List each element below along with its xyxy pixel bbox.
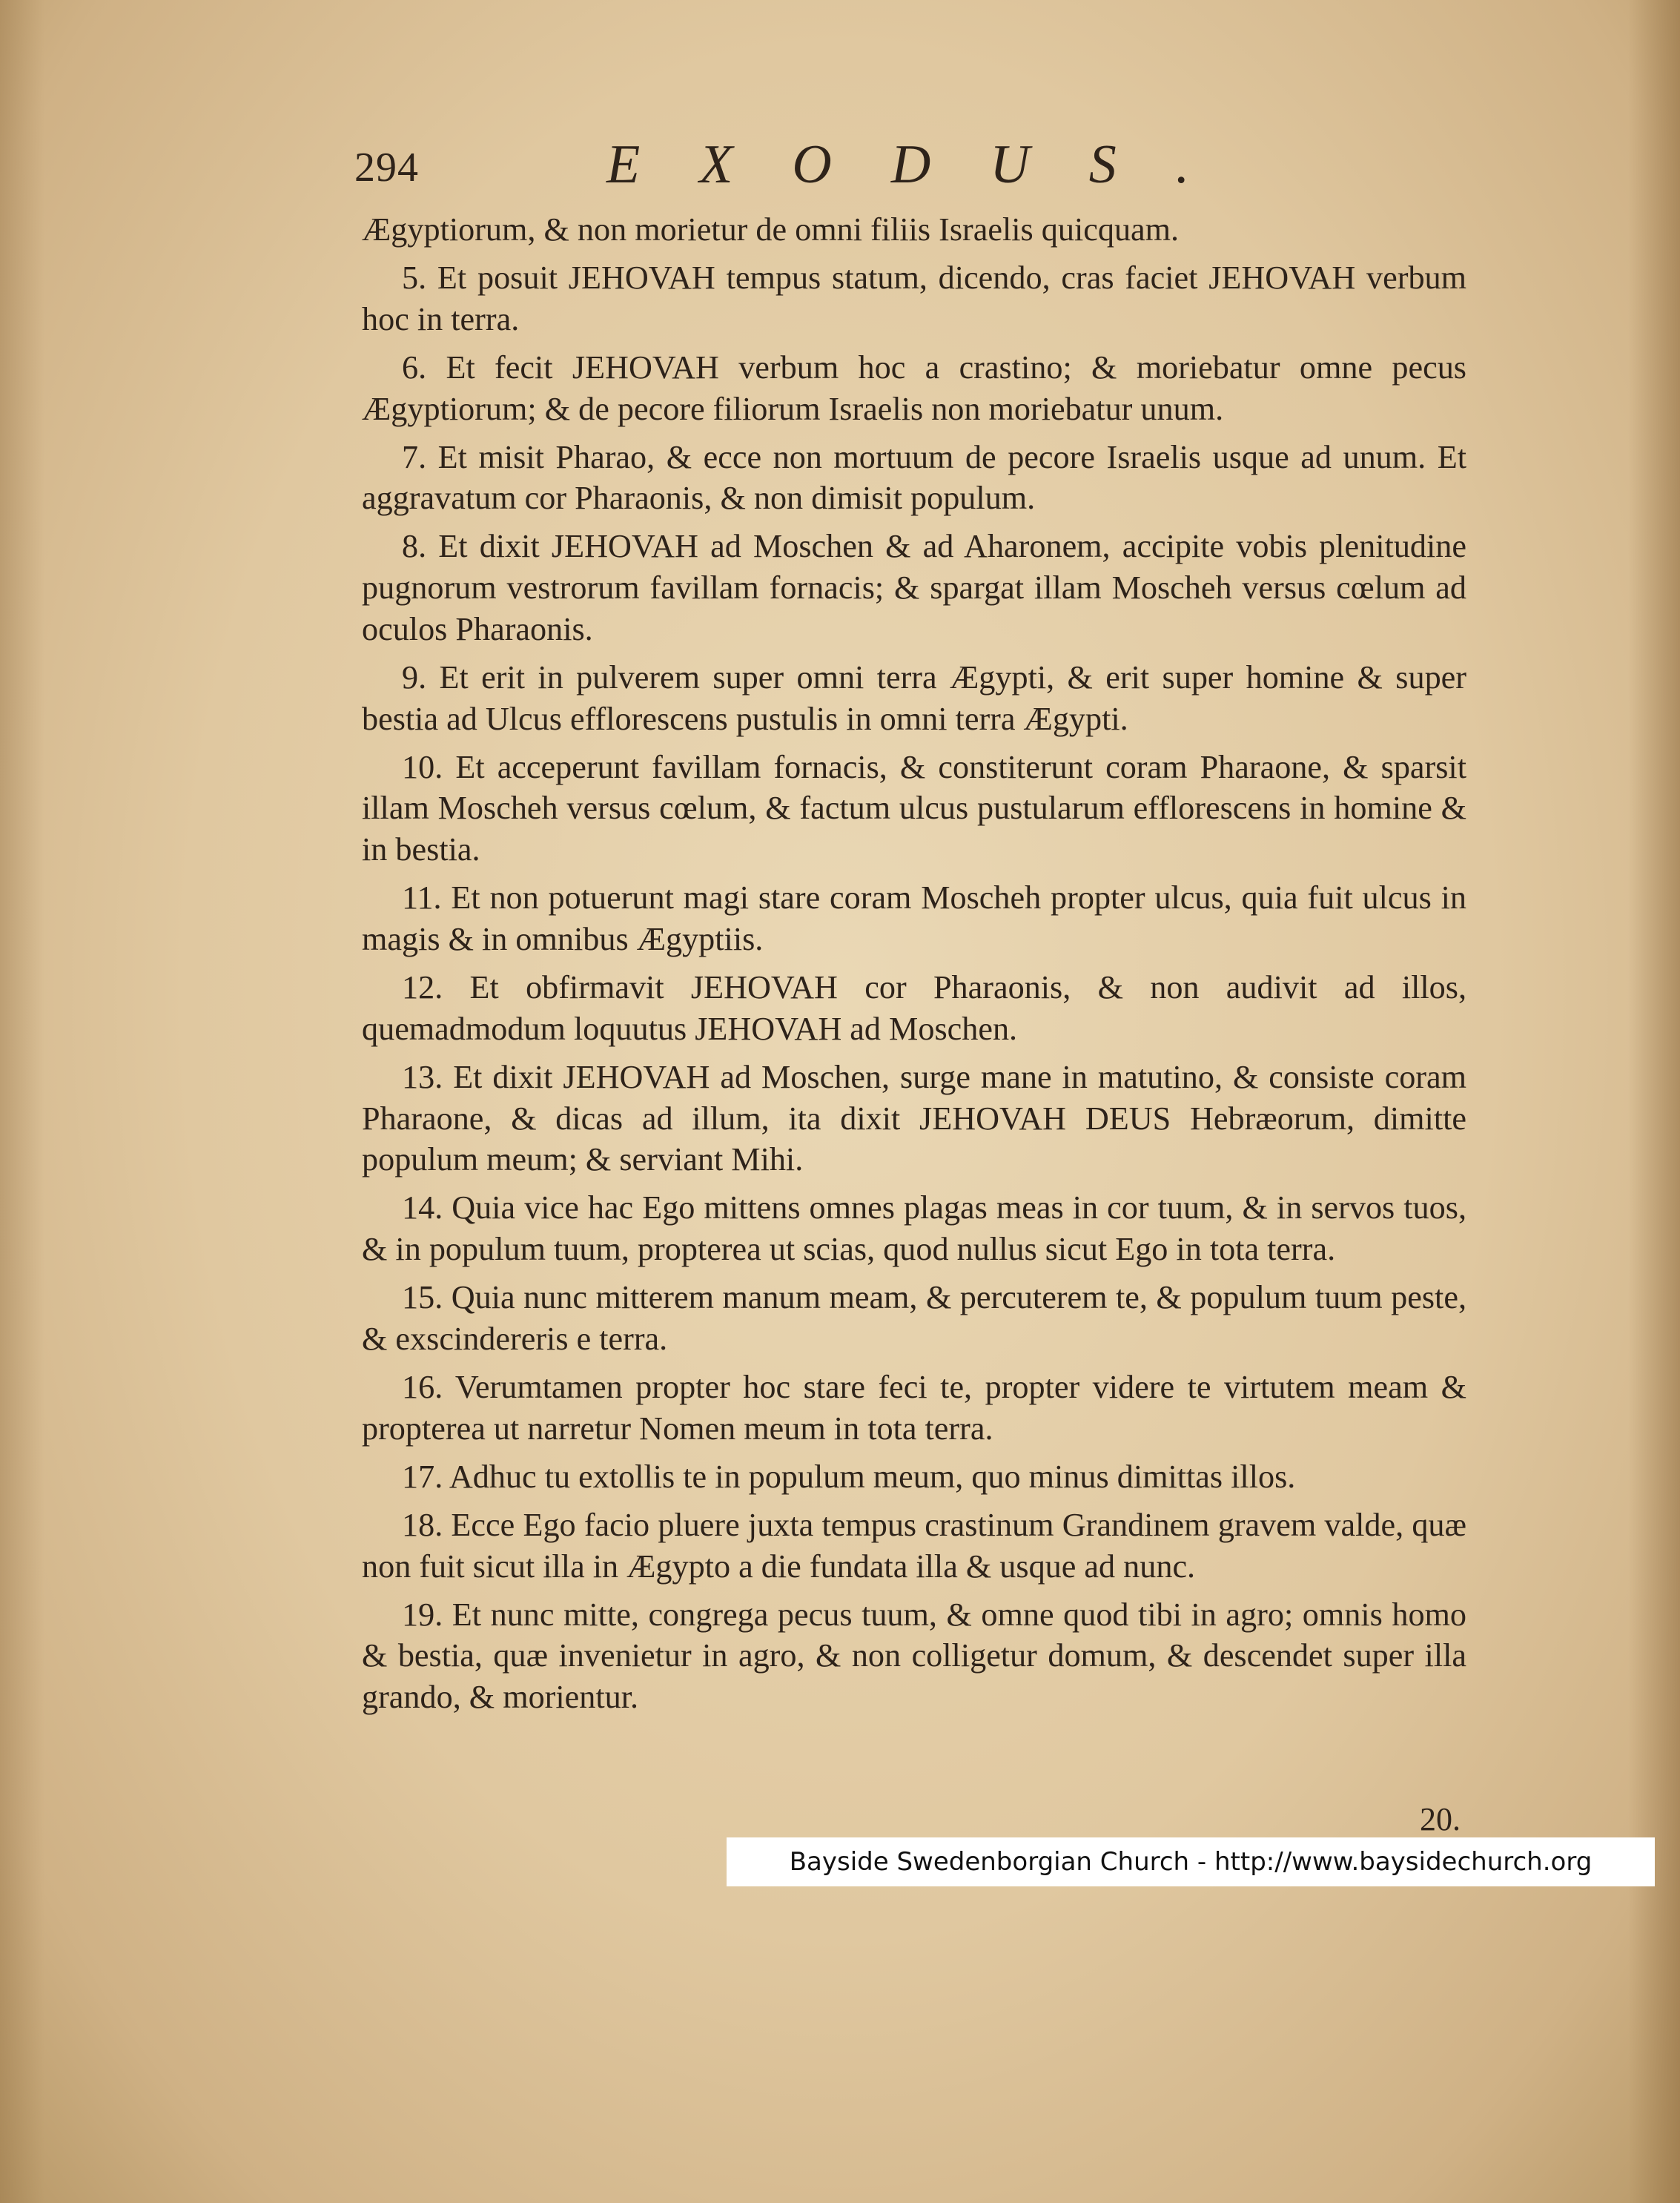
verse-9: 9. Et erit in pulverem super omni terra Ægypti, & erit super homine & super bestia ad Ulcus efflorescens pustulis in omni terra Ægypti. — [362, 658, 1466, 737]
verse-14: 14. Quia vice hac Ego mittens omnes plagas meas in cor tuum, & in servos tuos, & in populum tuum, propterea ut scias, quod nullus sicut Ego in tota terra. — [362, 1189, 1466, 1268]
verse-6: 6. Et fecit JEHOVAH verbum hoc a crastino; & moriebatur omne pecus Ægyptiorum; & de pecore filiorum Israelis non moriebatur unum. — [362, 349, 1466, 427]
verse-11: 11. Et non potuerunt magi stare coram Moscheh propter ulcus, quia fuit ulcus in magis & in omnibus Ægyptiis. — [362, 879, 1466, 957]
paragraph-continuation: Ægyptiorum, & non morietur de omni filiis Israelis quicquam. — [362, 211, 1180, 248]
catchword: 20. — [1420, 1801, 1461, 1837]
verse-8: 8. Et dixit JEHOVAH ad Moschen & ad Aharonem, accipite vobis plenitudine pugnorum vestrorum favillam fornacis; & spargat illam Moscheh versus cœlum ad oculos Pharaonis. — [362, 528, 1466, 647]
scripture-text — [362, 209, 1466, 1725]
running-title: EXODUS. — [606, 134, 1249, 195]
verse-18: 18. Ecce Ego facio pluere juxta tempus crastinum Grandinem gravem valde, quæ non fuit sicut illa in Ægypto a die fundata illa & usque ad nunc. — [362, 1506, 1466, 1585]
page-shadow-left — [0, 0, 44, 2203]
verse-19: 19. Et nunc mitte, congrega pecus tuum, & omne quod tibi in agro; omnis homo & bestia, quæ invenietur in agro, & non colligetur domum, & descendet super illa grando, & morientur. — [362, 1596, 1466, 1716]
verse-16: 16. Verumtamen propter hoc stare feci te, propter videre te virtutem meam & propterea ut narretur Nomen meum in tota terra. — [362, 1368, 1466, 1447]
verse-10: 10. Et acceperunt favillam fornacis, & constiterunt coram Pharaone, & sparsit illam Moscheh versus cœlum, & factum ulcus pustularum efflorescens in homine & in bestia. — [362, 748, 1466, 868]
verse-5: 5. Et posuit JEHOVAH tempus statum, dicendo, cras faciet JEHOVAH verbum hoc in terra. — [362, 260, 1466, 337]
verse-13: 13. Et dixit JEHOVAH ad Moschen, surge mane in matutino, & consiste coram Pharaone, & dicas ad illum, ita dixit JEHOVAH DEUS Hebræorum, dimitte populum meum; & serviant Mihi. — [362, 1058, 1466, 1178]
verse-12: 12. Et obfirmavit JEHOVAH cor Pharaonis, & non audivit ad illos, quemadmodum loquutus JEHOVAH ad Moschen. — [362, 969, 1466, 1047]
verse-15: 15. Quia nunc mitterem manum meam, & percuterem te, & populum tuum peste, & exscindereris e terra. — [362, 1279, 1466, 1357]
watermark-banner: Bayside Swedenborgian Church - http://www.baysidechurch.org — [727, 1837, 1655, 1886]
page-number: 294 — [354, 145, 419, 191]
verse-7: 7. Et misit Pharao, & ecce non mortuum de pecore Israelis usque ad unum. Et aggravatum cor Pharaonis, & non dimisit populum. — [362, 438, 1466, 517]
page-header — [354, 133, 1249, 200]
verse-17: 17. Adhuc tu extollis te in populum meum, quo minus dimittas illos. — [402, 1458, 1296, 1495]
